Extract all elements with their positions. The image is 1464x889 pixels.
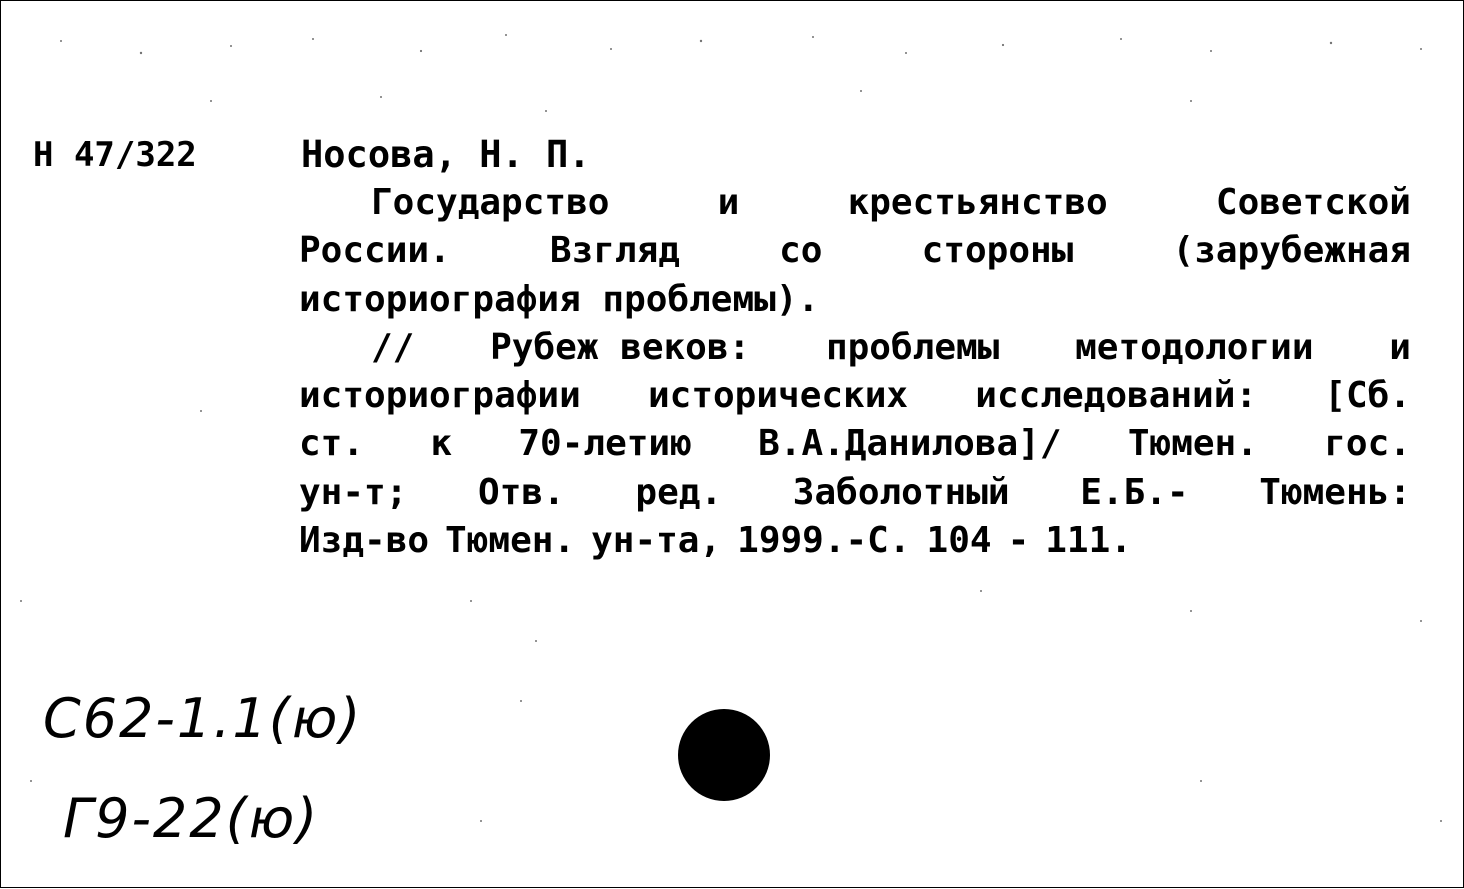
word: Заболотный bbox=[792, 471, 1010, 513]
word: Государство bbox=[371, 182, 610, 223]
word: методологии bbox=[1075, 326, 1314, 368]
word: историография проблемы). bbox=[299, 278, 820, 320]
word: проблемы bbox=[825, 326, 1000, 368]
word: 111. bbox=[1045, 520, 1132, 562]
word: Взгляд bbox=[549, 230, 680, 272]
word: стороны bbox=[921, 230, 1074, 272]
word: ст. bbox=[299, 423, 365, 465]
word: к bbox=[430, 423, 453, 465]
word: 1999.-С. bbox=[737, 520, 911, 562]
word: России. bbox=[299, 230, 451, 272]
description-line-3 bbox=[299, 276, 1411, 324]
word: историографии bbox=[299, 375, 581, 417]
word: ун-т; bbox=[299, 471, 408, 513]
word: Советской bbox=[1215, 182, 1411, 223]
author-name: Носова, Н. П. bbox=[301, 133, 591, 176]
word: Тюмен. bbox=[445, 520, 576, 562]
handwritten-classification-code-2: Г9-22(ю) bbox=[63, 787, 320, 850]
word: исторических bbox=[647, 375, 909, 417]
word: крестьянство bbox=[847, 182, 1108, 223]
description-line-6 bbox=[299, 420, 1411, 468]
word: ун-та, bbox=[591, 520, 722, 562]
word: Тюмен. bbox=[1127, 423, 1258, 465]
description-line-8 bbox=[299, 517, 1411, 565]
word: исследований: bbox=[975, 375, 1258, 417]
word: ред. bbox=[635, 471, 723, 513]
word: Тюмень: bbox=[1259, 471, 1411, 513]
punch-hole bbox=[678, 709, 770, 801]
word: со bbox=[779, 230, 823, 272]
word: и bbox=[717, 182, 740, 223]
word: 70-летию bbox=[518, 423, 692, 465]
word: Изд-во bbox=[299, 520, 430, 562]
word: [Сб. bbox=[1324, 375, 1411, 417]
description-line-7 bbox=[299, 469, 1411, 517]
word: Рубеж веков: bbox=[490, 326, 751, 368]
word: Е.Б.- bbox=[1080, 471, 1189, 513]
shelfmark: Н 47/322 bbox=[33, 135, 197, 175]
bibliographic-description bbox=[299, 179, 1411, 565]
word: Отв. bbox=[478, 471, 565, 513]
word: (зарубежная bbox=[1172, 230, 1411, 272]
description-line-2 bbox=[299, 227, 1411, 275]
word: // bbox=[371, 326, 415, 368]
word: 104 bbox=[926, 520, 992, 562]
description-line-4 bbox=[299, 324, 1411, 372]
word: - bbox=[1007, 520, 1030, 562]
description-line-5 bbox=[299, 372, 1411, 420]
word: и bbox=[1389, 326, 1411, 368]
description-line-1 bbox=[299, 179, 1411, 227]
handwritten-classification-code-1: С62-1.1(ю) bbox=[43, 687, 363, 750]
word: В.А.Данилова]/ bbox=[758, 423, 1062, 465]
word: гос. bbox=[1324, 423, 1411, 465]
